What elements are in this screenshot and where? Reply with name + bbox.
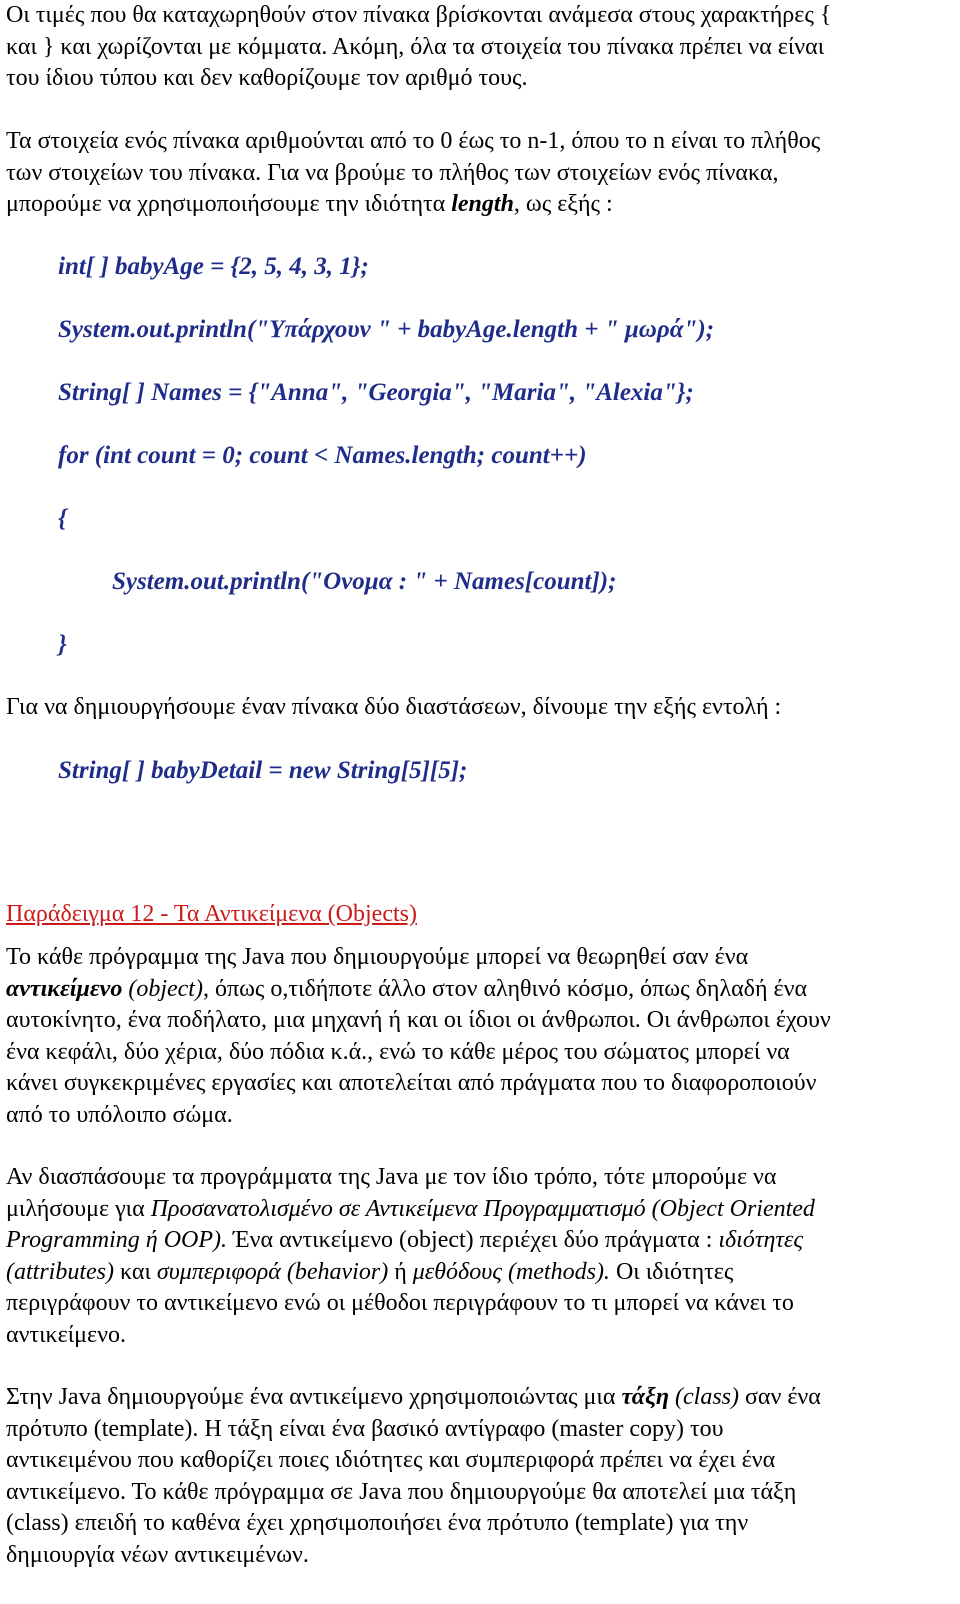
text-fragment: και: [114, 1258, 157, 1285]
code-line: System.out.println("Ονομα : " + Names[count]);: [112, 568, 617, 595]
text-line: αντικειμένου που καθορίζει ποιες ιδιότητες και συμπεριφορά πρέπει να έχει ένα: [6, 1447, 776, 1473]
keyword-class: τάξη: [621, 1384, 669, 1410]
text-fragment: ιδιότητες: [718, 1227, 804, 1253]
code-line: int[ ] babyAge = {2, 5, 4, 3, 1};: [58, 253, 369, 280]
text-fragment: μιλήσουμε για: [6, 1195, 151, 1222]
text-line: αντικείμενο.: [6, 1321, 126, 1348]
paragraph-array-length: [6, 126, 950, 221]
text-fragment: μπορούμε να χρησιμοποιήσουμε την ιδιότητα: [6, 191, 452, 217]
paragraph-two-dimensional: [6, 692, 950, 724]
text-line: αυτοκίνητο, ένα ποδήλατο, μια μηχανή ή και οι ίδιοι οι άνθρωποι. Οι άνθρωποι έχουν: [6, 1007, 831, 1033]
text-line: [6, 974, 950, 1006]
keyword-object: αντικείμενο: [6, 975, 123, 1002]
code-line: String[ ] Names = {"Anna", "Georgia", "Maria", "Alexia"};: [58, 379, 694, 406]
text-line: (class) επειδή το καθένα έχει χρησιμοποιήσει ένα πρότυπο (template) για την: [6, 1510, 749, 1536]
text-fragment: σαν ένα: [738, 1384, 821, 1410]
paragraph-objects: [6, 942, 950, 1131]
text-fragment: Programming ή OOP).: [6, 1227, 228, 1253]
text-line: Αν διασπάσουμε τα προγράμματα της Java με τον ίδιο τρόπο, τότε μπορούμε να: [6, 1164, 777, 1190]
text-fragment: συμπεριφορά (behavior): [156, 1258, 389, 1285]
paragraph-class: [6, 1382, 950, 1571]
text-line: [6, 189, 950, 221]
text-line: δημιουργία νέων αντικειμένων.: [6, 1541, 309, 1568]
section-heading: Παράδειγμα 12 - Τα Αντικείμενα (Objects): [6, 901, 417, 927]
text-line: Για να δημιουργήσουμε έναν πίνακα δύο διαστάσεων, δίνουμε την εξής εντολή :: [6, 694, 782, 720]
text-fragment: μεθόδους (methods).: [412, 1258, 610, 1285]
code-line: System.out.println("Υπάρχουν " + babyAge.length + " μωρά");: [58, 316, 715, 343]
paragraph-oop: [6, 1162, 950, 1351]
text-line: πρότυπο (template). Η τάξη είναι ένα βασικό αντίγραφο (master copy) του: [6, 1415, 724, 1442]
text-fragment: Οι ιδιότητες: [609, 1258, 734, 1285]
text-line: του ίδιου τύπου και δεν καθορίζουμε τον αριθμό τους.: [6, 65, 528, 91]
code-line: for (int count = 0; count < Names.length; count++): [58, 442, 587, 469]
text-line: Οι τιμές που θα καταχωρηθούν στον πίνακα βρίσκονται ανάμεσα στους χαρακτήρες {: [6, 2, 832, 28]
text-line: [6, 1194, 950, 1226]
text-line: και } και χωρίζονται με κόμματα. Ακόμη, όλα τα στοιχεία του πίνακα πρέπει να είναι: [6, 33, 825, 60]
text-line: αντικείμενο. Το κάθε πρόγραμμα σε Java που δημιουργούμε θα αποτελεί μια τάξη: [6, 1478, 797, 1505]
text-line: ένα κεφάλι, δύο χέρια, δύο πόδια κ.ά., ενώ το κάθε μέρος του σώματος μπορεί να: [6, 1038, 790, 1065]
text-fragment: Προσανατολισμένο σε Αντικείμενα Προγραμματισμό (Object Oriented: [150, 1195, 815, 1222]
text-line: των στοιχείων του πίνακα. Για να βρούμε το πλήθος των στοιχείων ενός πίνακα,: [6, 159, 779, 186]
text-fragment: (attributes): [6, 1258, 114, 1285]
text-line: από το υπόλοιπο σώμα.: [6, 1101, 233, 1128]
text-fragment: Στην Java δημιουργούμε ένα αντικείμενο χρησιμοποιώντας μια: [6, 1384, 622, 1410]
text-fragment: , όπως ο,τιδήποτε άλλο στον αληθινό κόσμο, όπως δηλαδή ένα: [202, 975, 808, 1002]
text-line: Τα στοιχεία ενός πίνακα αριθμούνται από το 0 έως το n-1, όπου το n είναι το πλήθος: [6, 128, 821, 154]
text-line: [6, 1225, 950, 1257]
text-fragment: , ως εξής :: [513, 191, 613, 217]
code-line: {: [58, 505, 67, 532]
text-line: Το κάθε πρόγραμμα της Java που δημιουργούμε μπορεί να θεωρηθεί σαν ένα: [6, 944, 749, 970]
text-line: [6, 1257, 950, 1289]
text-fragment: (class): [669, 1384, 739, 1410]
text-line: περιγράφουν το αντικείμενο ενώ οι μέθοδοι περιγράφουν το τι μπορεί να κάνει το: [6, 1290, 794, 1316]
text-line: [6, 1382, 950, 1414]
code-line: String[ ] babyDetail = new String[5][5];: [58, 757, 468, 784]
keyword-length: length: [451, 191, 514, 217]
paragraph-array-values: [6, 0, 950, 95]
text-fragment: ή: [388, 1258, 413, 1285]
text-fragment: (object): [122, 975, 203, 1002]
text-fragment: Ένα αντικείμενο (object) περιέχει δύο πράγματα :: [227, 1227, 719, 1253]
code-line: }: [58, 631, 67, 658]
text-line: κάνει συγκεκριμένες εργασίες και αποτελείται από πράγματα που το διαφοροποιούν: [6, 1070, 817, 1096]
